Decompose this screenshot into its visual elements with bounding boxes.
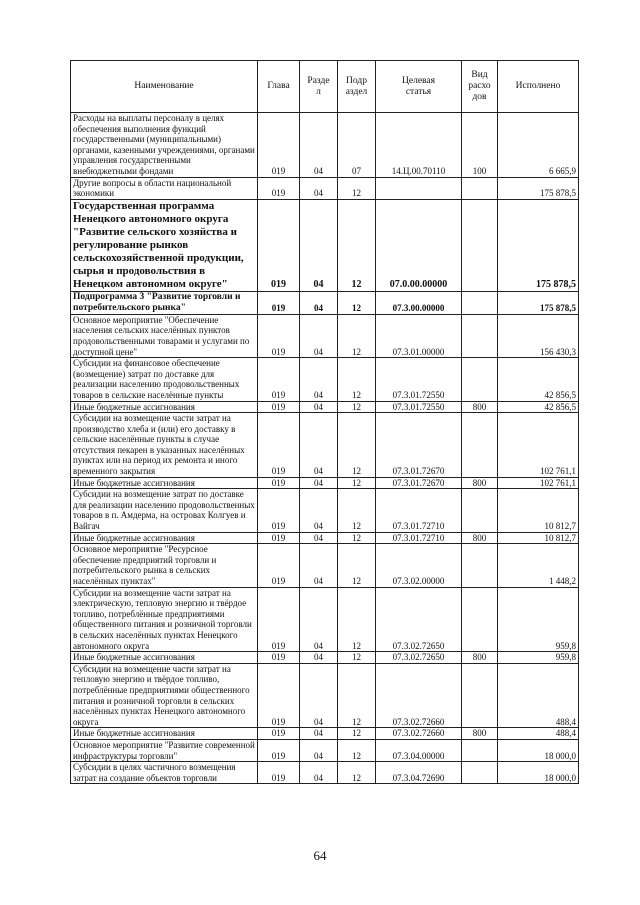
row-expense-type [462, 177, 498, 199]
row-subsection: 12 [338, 544, 376, 587]
row-chapter: 019 [258, 532, 300, 544]
row-expense-type [462, 489, 498, 532]
row-expense-type [462, 663, 498, 728]
row-chapter: 019 [258, 177, 300, 199]
row-target-article: 07.3.02.72660 [376, 663, 462, 728]
table-row [71, 413, 579, 478]
row-section: 04 [300, 477, 338, 489]
page-number: 64 [313, 848, 327, 863]
table-row [71, 663, 579, 728]
row-expense-type: 800 [462, 477, 498, 489]
row-executed: 102 761,1 [498, 413, 579, 478]
row-name: Субсидии в целях частичного возмещения затрат на создание объектов торговли [71, 762, 258, 784]
row-section: 04 [300, 652, 338, 664]
row-chapter: 019 [258, 413, 300, 478]
row-name: Иные бюджетные ассигнования [71, 401, 258, 413]
row-subsection: 12 [338, 314, 376, 357]
row-subsection: 12 [338, 477, 376, 489]
table-row [71, 314, 579, 357]
row-executed: 18 000,0 [498, 739, 579, 761]
table-row [71, 199, 579, 291]
row-expense-type [462, 544, 498, 587]
row-section: 04 [300, 532, 338, 544]
table-row [71, 587, 579, 652]
row-name: Субсидии на возмещение части затрат на производство хлеба и (или) его доставку в сельские населённые пункты в случае отсутствия пекарен в указанных населённых пунктах или на период их ремонта и иного временного закрытия [71, 413, 258, 478]
row-target-article: 07.3.01.72670 [376, 413, 462, 478]
row-executed: 42 856,5 [498, 358, 579, 401]
row-chapter: 019 [258, 587, 300, 652]
row-target-article: 07.3.01.72670 [376, 477, 462, 489]
row-subsection: 12 [338, 728, 376, 740]
row-name: Иные бюджетные ассигнования [71, 728, 258, 740]
row-section: 04 [300, 663, 338, 728]
row-target-article: 07.3.01.72550 [376, 358, 462, 401]
row-expense-type [462, 739, 498, 761]
row-executed: 6 665,9 [498, 113, 579, 178]
row-expense-type [462, 358, 498, 401]
row-chapter: 019 [258, 652, 300, 664]
row-target-article: 07.3.02.72660 [376, 728, 462, 740]
row-section: 04 [300, 587, 338, 652]
table-row [71, 652, 579, 664]
row-expense-type [462, 413, 498, 478]
row-executed: 10 812,7 [498, 532, 579, 544]
header-executed: Исполнено [498, 61, 579, 113]
row-subsection: 12 [338, 199, 376, 291]
row-section: 04 [300, 199, 338, 291]
row-chapter: 019 [258, 489, 300, 532]
row-target-article: 14.Ц.00.70110 [376, 113, 462, 178]
table-row [71, 291, 579, 314]
row-target-article: 07.3.04.00000 [376, 739, 462, 761]
row-executed: 959,8 [498, 587, 579, 652]
row-section: 04 [300, 291, 338, 314]
row-executed: 488,4 [498, 728, 579, 740]
table-row [71, 401, 579, 413]
table-row [71, 532, 579, 544]
table-row [71, 762, 579, 784]
row-subsection: 07 [338, 113, 376, 178]
row-chapter: 019 [258, 762, 300, 784]
row-name: Субсидии на возмещение части затрат на электрическую, тепловую энергию и твёрдое топливо, потреблённые предприятиями общественного питания и розничной торговли в сельских населённых пунктах Ненецкого автономного округа [71, 587, 258, 652]
row-subsection: 12 [338, 587, 376, 652]
row-section: 04 [300, 113, 338, 178]
row-expense-type [462, 587, 498, 652]
header-name: Наименование [71, 61, 258, 113]
row-chapter: 019 [258, 113, 300, 178]
row-expense-type: 800 [462, 532, 498, 544]
row-name: Иные бюджетные ассигнования [71, 652, 258, 664]
row-expense-type [462, 199, 498, 291]
row-target-article: 07.0.00.00000 [376, 199, 462, 291]
row-target-article: 07.3.02.72650 [376, 652, 462, 664]
row-chapter: 019 [258, 739, 300, 761]
row-chapter: 019 [258, 199, 300, 291]
row-target-article: 07.3.01.72710 [376, 489, 462, 532]
row-subsection: 12 [338, 489, 376, 532]
table-row [71, 739, 579, 761]
row-chapter: 019 [258, 401, 300, 413]
row-section: 04 [300, 762, 338, 784]
row-chapter: 019 [258, 663, 300, 728]
row-executed: 156 430,3 [498, 314, 579, 357]
row-name: Основное мероприятие "Обеспечение населения сельских населённых пунктов продовольственными товарами и услугами по доступной цене" [71, 314, 258, 357]
row-target-article: 07.3.01.72710 [376, 532, 462, 544]
row-target-article: 07.3.02.72650 [376, 587, 462, 652]
table-row [71, 489, 579, 532]
row-name: Субсидии на финансовое обеспечение (возмещение) затрат по доставке для реализации населению продовольственных товаров в сельские населённые пункты [71, 358, 258, 401]
table-row [71, 358, 579, 401]
row-chapter: 019 [258, 358, 300, 401]
row-section: 04 [300, 728, 338, 740]
row-target-article [376, 177, 462, 199]
row-chapter: 019 [258, 291, 300, 314]
header-target-article: Целевая статья [376, 61, 462, 113]
header-expense-type: Вид расхо дов [462, 61, 498, 113]
header-section: Разде л [300, 61, 338, 113]
row-name: Субсидии на возмещение части затрат на тепловую энергию и твёрдое топливо, потреблённые предприятиями общественного питания и розничной торговли в сельских населённых пунктах Ненецкого автономного округа [71, 663, 258, 728]
row-name: Расходы на выплаты персоналу в целях обеспечения выполнения функций государственными (муниципальными) органами, казенными учреждениями, органами управления государственными внебюджетными фондами [71, 113, 258, 178]
row-executed: 175 878,5 [498, 291, 579, 314]
row-subsection: 12 [338, 532, 376, 544]
row-section: 04 [300, 401, 338, 413]
row-chapter: 019 [258, 477, 300, 489]
row-executed: 102 761,1 [498, 477, 579, 489]
row-expense-type: 800 [462, 401, 498, 413]
row-target-article: 07.3.01.00000 [376, 314, 462, 357]
row-subsection: 12 [338, 739, 376, 761]
row-executed: 959,8 [498, 652, 579, 664]
row-chapter: 019 [258, 544, 300, 587]
table-row [71, 177, 579, 199]
row-name: Субсидии на возмещение затрат по доставке для реализации населению продовольственных товаров в п. Амдерма, на островах Колгуев и Вайгач [71, 489, 258, 532]
row-section: 04 [300, 413, 338, 478]
row-section: 04 [300, 358, 338, 401]
row-executed: 488,4 [498, 663, 579, 728]
row-target-article: 07.3.00.00000 [376, 291, 462, 314]
row-subsection: 12 [338, 291, 376, 314]
row-expense-type: 100 [462, 113, 498, 178]
row-name: Основное мероприятие "Ресурсное обеспечение предприятий торговли и потребительского рынка в сельских населённых пунктах" [71, 544, 258, 587]
row-chapter: 019 [258, 728, 300, 740]
row-expense-type: 800 [462, 652, 498, 664]
row-section: 04 [300, 177, 338, 199]
table-row [71, 113, 579, 178]
row-target-article: 07.3.01.72550 [376, 401, 462, 413]
row-subsection: 12 [338, 663, 376, 728]
row-executed: 42 856,5 [498, 401, 579, 413]
budget-execution-table [70, 60, 579, 784]
row-section: 04 [300, 739, 338, 761]
row-expense-type [462, 291, 498, 314]
row-section: 04 [300, 314, 338, 357]
row-name: Иные бюджетные ассигнования [71, 532, 258, 544]
table-row [71, 544, 579, 587]
row-section: 04 [300, 544, 338, 587]
row-expense-type [462, 762, 498, 784]
row-subsection: 12 [338, 401, 376, 413]
row-name: Государственная программа Ненецкого автономного округа "Развитие сельского хозяйства и регулирование рынков сельскохозяйственной продукции, сырья и продовольствия в Ненецком автономном округе" [71, 199, 258, 291]
table-row [71, 728, 579, 740]
row-executed: 1 448,2 [498, 544, 579, 587]
row-subsection: 12 [338, 762, 376, 784]
row-expense-type [462, 314, 498, 357]
row-executed: 18 000,0 [498, 762, 579, 784]
row-target-article: 07.3.04.72690 [376, 762, 462, 784]
header-subsection: Подр аздел [338, 61, 376, 113]
table-body [71, 113, 579, 784]
row-expense-type: 800 [462, 728, 498, 740]
row-target-article: 07.3.02.00000 [376, 544, 462, 587]
row-subsection: 12 [338, 413, 376, 478]
row-subsection: 12 [338, 358, 376, 401]
row-subsection: 12 [338, 177, 376, 199]
row-name: Подпрограмма 3 "Развитие торговли и потребительского рынка" [71, 291, 258, 314]
row-executed: 10 812,7 [498, 489, 579, 532]
header-chapter: Глава [258, 61, 300, 113]
row-section: 04 [300, 489, 338, 532]
row-name: Иные бюджетные ассигнования [71, 477, 258, 489]
row-executed: 175 878,5 [498, 199, 579, 291]
row-name: Основное мероприятие "Развитие современной инфраструктуры торговли" [71, 739, 258, 761]
row-chapter: 019 [258, 314, 300, 357]
row-subsection: 12 [338, 652, 376, 664]
row-name: Другие вопросы в области национальной экономики [71, 177, 258, 199]
table-header-row [71, 61, 579, 113]
row-executed: 175 878,5 [498, 177, 579, 199]
table-row [71, 477, 579, 489]
